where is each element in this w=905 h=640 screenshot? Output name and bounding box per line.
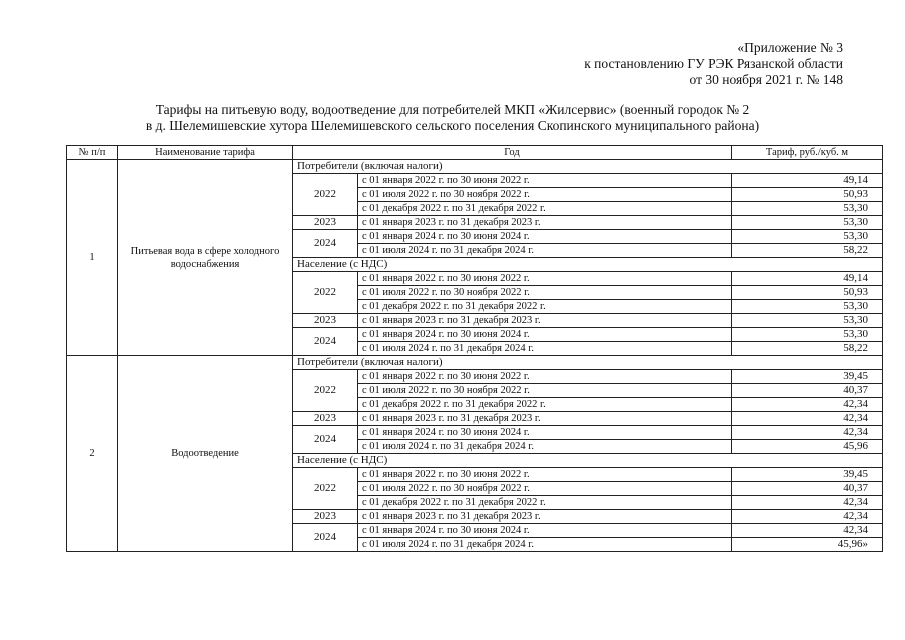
tariff-value-cell: 39,45 — [732, 468, 883, 482]
header-tariff: Тариф, руб./куб. м — [732, 146, 883, 160]
period-cell: с 01 июля 2022 г. по 30 ноября 2022 г. — [358, 188, 732, 202]
tariff-name: Водоотведение — [118, 356, 293, 552]
table-header-row — [67, 146, 883, 160]
tariff-value-cell: 42,34 — [732, 510, 883, 524]
year-cell: 2024 — [293, 426, 358, 454]
year-cell: 2022 — [293, 370, 358, 412]
period-cell: с 01 июля 2022 г. по 30 ноября 2022 г. — [358, 384, 732, 398]
period-cell: с 01 декабря 2022 г. по 31 декабря 2022 г. — [358, 496, 732, 510]
title-line-2: в д. Шелемишевские хутора Шелемишевского сельского поселения Скопинского муниципального района) — [145, 118, 760, 133]
period-cell: с 01 декабря 2022 г. по 31 декабря 2022 г. — [358, 300, 732, 314]
tariff-value-cell: 53,30 — [732, 328, 883, 342]
period-cell: с 01 января 2023 г. по 31 декабря 2023 г. — [358, 314, 732, 328]
year-cell: 2024 — [293, 328, 358, 356]
section-number: 1 — [67, 160, 118, 356]
period-cell: с 01 июля 2024 г. по 31 декабря 2024 г. — [358, 538, 732, 552]
tariff-value-cell: 42,34 — [732, 524, 883, 538]
consumer-group-label: Потребители (включая налоги) — [293, 160, 883, 174]
year-cell: 2023 — [293, 412, 358, 426]
period-cell: с 01 января 2022 г. по 30 июня 2022 г. — [358, 174, 732, 188]
tariff-value-cell: 40,37 — [732, 384, 883, 398]
period-cell: с 01 января 2022 г. по 30 июня 2022 г. — [358, 468, 732, 482]
period-cell: с 01 января 2024 г. по 30 июня 2024 г. — [358, 328, 732, 342]
tariff-value-cell: 39,45 — [732, 370, 883, 384]
year-cell: 2024 — [293, 524, 358, 552]
tariff-value-cell: 58,22 — [732, 244, 883, 258]
tariff-value-cell: 50,93 — [732, 188, 883, 202]
tariff-value-cell: 53,30 — [732, 230, 883, 244]
period-cell: с 01 декабря 2022 г. по 31 декабря 2022 г. — [358, 202, 732, 216]
tariff-value-cell: 53,30 — [732, 216, 883, 230]
section-number: 2 — [67, 356, 118, 552]
document-title — [0, 102, 905, 134]
period-cell: с 01 января 2023 г. по 31 декабря 2023 г. — [358, 510, 732, 524]
year-cell: 2023 — [293, 314, 358, 328]
consumer-group-label: Население (с НДС) — [293, 258, 883, 272]
tariff-value-cell: 53,30 — [732, 202, 883, 216]
period-cell: с 01 января 2023 г. по 31 декабря 2023 г. — [358, 412, 732, 426]
period-cell: с 01 июля 2024 г. по 31 декабря 2024 г. — [358, 342, 732, 356]
header-name: Наименование тарифа — [118, 146, 293, 160]
tariff-value-cell: 45,96» — [732, 538, 883, 552]
period-cell: с 01 января 2022 г. по 30 июня 2022 г. — [358, 272, 732, 286]
year-cell: 2022 — [293, 468, 358, 510]
period-cell: с 01 июля 2024 г. по 31 декабря 2024 г. — [358, 244, 732, 258]
title-line-1: Тарифы на питьевую воду, водоотведение для потребителей МКП «Жилсервис» (военный городок № 2 — [155, 102, 750, 117]
period-cell: с 01 января 2023 г. по 31 декабря 2023 г. — [358, 216, 732, 230]
year-cell: 2023 — [293, 510, 358, 524]
table-row — [67, 160, 883, 174]
period-cell: с 01 января 2022 г. по 30 июня 2022 г. — [358, 370, 732, 384]
year-cell: 2023 — [293, 216, 358, 230]
document-header — [584, 40, 843, 88]
year-cell: 2022 — [293, 174, 358, 216]
period-cell: с 01 июля 2022 г. по 30 ноября 2022 г. — [358, 286, 732, 300]
tariff-value-cell: 42,34 — [732, 398, 883, 412]
tariff-value-cell: 50,93 — [732, 286, 883, 300]
appendix-label: «Приложение № 3 — [737, 40, 843, 55]
tariff-value-cell: 49,14 — [732, 174, 883, 188]
resolution-reference: к постановлению ГУ РЭК Рязанской области — [584, 56, 843, 71]
consumer-group-label: Потребители (включая налоги) — [293, 356, 883, 370]
tariff-value-cell: 53,30 — [732, 314, 883, 328]
tariff-value-cell: 40,37 — [732, 482, 883, 496]
tariff-value-cell: 42,34 — [732, 426, 883, 440]
tariff-name: Питьевая вода в сфере холодного водоснабжения — [118, 160, 293, 356]
consumer-group-label: Население (с НДС) — [293, 454, 883, 468]
period-cell: с 01 января 2024 г. по 30 июня 2024 г. — [358, 524, 732, 538]
tariff-value-cell: 42,34 — [732, 412, 883, 426]
year-cell: 2024 — [293, 230, 358, 258]
tariff-value-cell: 45,96 — [732, 440, 883, 454]
tariff-value-cell: 42,34 — [732, 496, 883, 510]
header-num: № п/п — [67, 146, 118, 160]
period-cell: с 01 июля 2024 г. по 31 декабря 2024 г. — [358, 440, 732, 454]
tariff-value-cell: 53,30 — [732, 300, 883, 314]
period-cell: с 01 июля 2022 г. по 30 ноября 2022 г. — [358, 482, 732, 496]
table-body — [67, 160, 883, 552]
header-year: Год — [293, 146, 732, 160]
table-row — [67, 356, 883, 370]
year-cell: 2022 — [293, 272, 358, 314]
tariff-value-cell: 58,22 — [732, 342, 883, 356]
tariff-table — [66, 145, 883, 552]
tariff-value-cell: 49,14 — [732, 272, 883, 286]
period-cell: с 01 января 2024 г. по 30 июня 2024 г. — [358, 426, 732, 440]
period-cell: с 01 января 2024 г. по 30 июня 2024 г. — [358, 230, 732, 244]
resolution-date: от 30 ноября 2021 г. № 148 — [689, 72, 843, 87]
period-cell: с 01 декабря 2022 г. по 31 декабря 2022 г. — [358, 398, 732, 412]
